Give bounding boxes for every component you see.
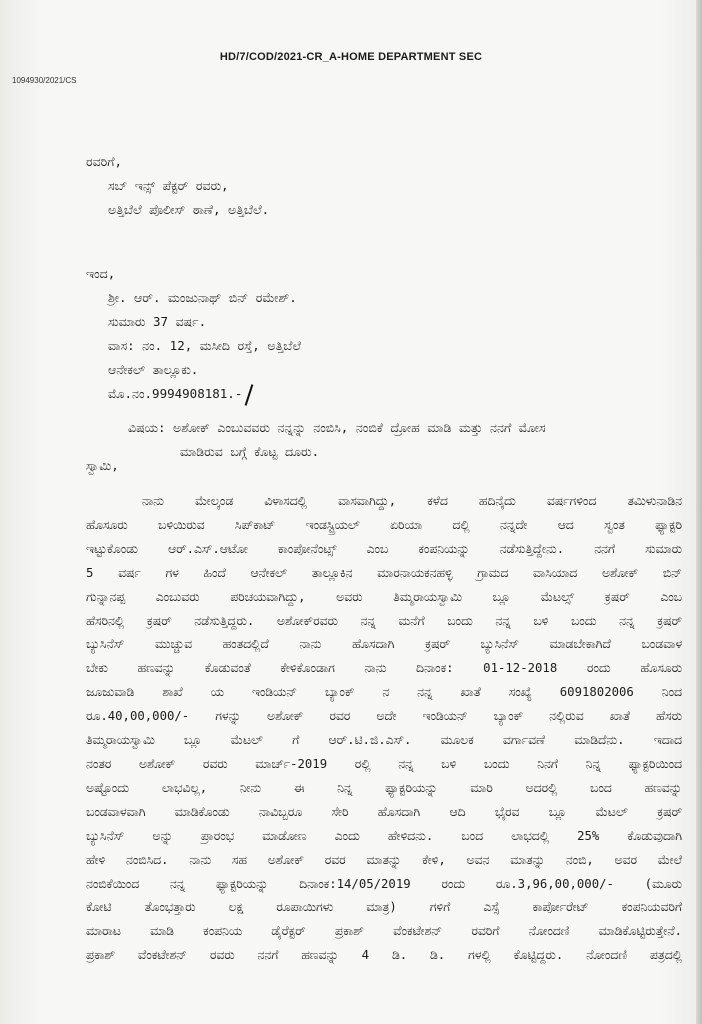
letter-body (86, 490, 682, 968)
pen-mark (245, 384, 254, 406)
recipient-block (86, 150, 269, 222)
sender-line: ಇಂದ, (86, 266, 116, 281)
body-line: ಜೂಜುವಾಡಿ ಶಾಖೆ ಯ ಇಂಡಿಯನ್ ಬ್ಯಾಂಕ್ ನ ನನ್ನ ಖಾತೆ ಸಂಖ್ಯೆ 6091802006 ನಿಂದ (86, 685, 682, 700)
recipient-line: ಸಬ್ ಇನ್ಸ್ ಪೆಕ್ಟರ್ ರವರು, (108, 178, 229, 193)
body-line: ಅಷ್ಟೊಂದು ಲಾಭವಿಲ್ಲ, ನೀನು ಈ ನಿನ್ನ ಫ್ಯಾಕ್ಟರಿಯನ್ನು ಮಾರಿ ಅದರಲ್ಲಿ ಬಂದ ಹಣವನ್ನು (86, 780, 682, 795)
sender-line: ಸುಮಾರು 37 ವರ್ಷ. (108, 314, 207, 329)
body-line: 5 ವರ್ಷ ಗಳ ಹಿಂದೆ ಆನೇಕಲ್ ತಾಲ್ಲೂಕಿನ ಮಾರನಾಯಕನಹಳ್ಳಿ ಗ್ರಾಮದ ವಾಸಿಯಾದ ಅಶೋಕ್ ಬಿನ್ (86, 565, 682, 580)
body-line: ರೂ.40,00,000/- ಗಳನ್ನು ಅಶೋಕ್ ರವರ ಅದೇ ಇಂಡಿಯನ್ ಬ್ಯಾಂಕ್ ನಲ್ಲಿರುವ ಖಾತೆ ಹೆಸರು (86, 709, 682, 724)
body-line: ಬ್ಯುಸಿನೆಸ್ ಅನ್ನು ಪ್ರಾರಂಭ ಮಾಡೋಣ ಎಂದು ಹೇಳಿದನು. ಬಂದ ಲಾಭದಲ್ಲಿ 25% ಕೊಡುವುದಾಗಿ (86, 828, 682, 843)
body-line: ಬ್ಯುಸಿನೆಸ್ ಮುಚ್ಚುವ ಹಂತದಲ್ಲಿದೆ ನಾನು ಹೊಸದಾಗಿ ಕ್ರಷರ್ ಬ್ಯುಸಿನೆಸ್ ಮಾಡಬೇಕಾಗಿದೆ ಬಂಡವಾಳ (86, 637, 682, 652)
body-line: ಮಾರಾಟ ಮಾಡಿ ಕಂಪನಿಯ ಡೈರೆಕ್ಟರ್ ಪ್ರಕಾಶ್ ವೆಂಕಟೇಶನ್ ರವರಿಗೆ ನೋಂದಣಿ ಮಾಡಿಕೊಟ್ಟಿರುತ್ತೇನೆ. (86, 924, 682, 939)
body-line: ಗುನ್ನಾನಪ್ಪ ಎಂಬುವರು ಪರಿಚಯವಾಗಿದ್ದು, ಅವರು ತಿಮ್ಮರಾಯಸ್ವಾಮಿ ಬ್ಲೂ ಮೆಟಲ್ಸ್ ಕ್ರಷರ್ ಎಂಬ (86, 589, 682, 604)
sender-phone-line (86, 382, 301, 406)
body-line: ತಿಮ್ಮರಾಯಸ್ವಾಮಿ ಬ್ಲೂ ಮೆಟಲ್ ಗೆ ಆರ್.ಟಿ.ಜಿ.ಎಸ್. ಮೂಲಕ ವರ್ಗಾವಣೆ ಮಾಡಿದೆನು. ಇದಾದ (86, 733, 682, 748)
subject-line: ವಿಷಯ: ಅಶೋಕ್ ಎಂಬುವವರು ನನ್ನನ್ನು ನಂಬಿಸಿ, ನಂಬಿಕೆ ದ್ರೋಹ ಮಾಡಿ ಮತ್ತು ನನಗೆ ಮೋಸ (128, 420, 546, 435)
salutation: ಸ್ವಾಮಿ, (86, 458, 119, 473)
body-line: ನಾನು ಮೇಲ್ಕಂಡ ವಿಳಾಸದಲ್ಲಿ ವಾಸವಾಗಿದ್ದು, ಕಳೆದ ಹದಿನೈದು ವರ್ಷಗಳಿಂದ ತಮಿಳುನಾಡಿನ (142, 494, 682, 508)
body-line: ನಂತರ ಅಶೋಕ್ ರವರು ಮಾರ್ಚ್-2019 ರಲ್ಲಿ ನನ್ನ ಬಳಿ ಬಂದು ನಿನಗೆ ನಿನ್ನ ಫ್ಯಾಕ್ಟರಿಯಿಂದ (86, 756, 682, 771)
body-line: ಹೇಳಿ ನಂಬಿಸಿದ. ನಾನು ಸಹ ಅಶೋಕ್ ರವರ ಮಾತನ್ನು ಕೇಳಿ, ಅವನ ಮಾತನ್ನು ನಂಬಿ, ಅವರ ಮೇಲೆ (86, 852, 682, 867)
body-line: ಹೊಸೂರು ಬಳಿಯಿರುವ ಸಿಪ್‌ಕಾಟ್ ಇಂಡಸ್ಟ್ರಿಯಲ್ ಏರಿಯಾ ದಲ್ಲಿ ನನ್ನದೇ ಆದ ಸ್ವಂತ ಫ್ಯಾಕ್ಟರಿ (86, 517, 682, 532)
body-line: ಹೆಸರಿನಲ್ಲಿ ಕ್ರಷರ್ ನಡೆಸುತ್ತಿದ್ದರು. ಅಶೋಕ್‌ರವರು ನನ್ನ ಮನೆಗೆ ಬಂದು ನನ್ನ ಬಳಿ ಬಂದು ನನ್ನ ಕ್ರಷರ್ (86, 613, 682, 628)
recipient-line: ಅತ್ತಿಬೆಲೆ ಪೊಲೀಸ್ ಠಾಣೆ, ಅತ್ತಿಬೆಲೆ. (108, 202, 270, 217)
sender-line: ಶ್ರೀ. ಆರ್. ಮಂಜುನಾಥ್ ಬಿನ್ ರಮೇಶ್. (108, 290, 297, 305)
subject-line: ಮಾಡಿರುವ ಬಗ್ಗೆ ಕೊಟ್ಟ ದೂರು. (180, 444, 320, 459)
body-line: ಇಟ್ಟುಕೊಂಡು ಆರ್.ಎಸ್.ಆಟೋ ಕಾಂಪೋನೆಂಟ್ಸ್ ಎಂಬ ಕಂಪನಿಯನ್ನು ನಡೆಸುತ್ತಿದ್ದೇನು. ನನಗೆ ಸುಮಾರು (86, 541, 682, 556)
sender-line: ವಾಸ: ನಂ. 12, ಮಸೀದಿ ರಸ್ತೆ, ಅತ್ತಿಬೆಲೆ (108, 338, 301, 353)
body-line: ಕೋಟಿ ತೊಂಭತ್ತಾರು ಲಕ್ಷ ರೂಪಾಯಿಗಳು ಮಾತ್ರ) ಗಳಿಗೆ ಎಸ್ಸೆ ಕಾರ್ಪೋರೇಟ್ ಕಂಪನಿಯವರಿಗೆ (86, 900, 682, 915)
body-line: ಪ್ರಕಾಶ್ ವೆಂಕಟೇಶನ್ ರವರು ನನಗೆ ಹಣವನ್ನು 4 ಡಿ. ಡಿ. ಗಳಲ್ಲಿ ಕೊಟ್ಟಿದ್ದರು. ನೋಂದಣಿ ಪತ್ರದಲ್ಲಿ (86, 948, 682, 963)
reference-number: 1094930/2021/CS (12, 76, 77, 85)
body-line: ನಂಬಿಕೆಯಿಂದ ನನ್ನ ಫ್ಯಾಕ್ಟರಿಯನ್ನು ದಿನಾಂಕ:14/05/2019 ರಂದು ರೂ.3,96,00,000/- (ಮೂರು (86, 876, 682, 891)
body-line: ಬೇಕು ಹಣವನ್ನು ಕೊಡುವಂತೆ ಕೇಳಿಕೊಂಡಾಗ ನಾನು ದಿನಾಂಕ: 01-12-2018 ರಂದು ಹೊಸೂರು (86, 661, 682, 676)
document-header: HD/7/COD/2021-CR_A-HOME DEPARTMENT SEC (219, 51, 483, 63)
page-edge-shadow (696, 0, 702, 1024)
sender-line: ಆನೇಕಲ್ ತಾಲ್ಲೂಕು. (108, 362, 199, 377)
body-line: ಬಂಡವಾಳವಾಗಿ ಮಾಡಿಕೊಂಡು ನಾವಿಬ್ಬರೂ ಸೇರಿ ಹೊಸದಾಗಿ ಆದಿ ಭೈರವ ಬ್ಲೂ ಮೆಟಲ್ ಕ್ರಷರ್ (86, 804, 682, 819)
sender-block (86, 262, 301, 406)
sender-phone: ಮೊ.ನಂ.9994908181.- (108, 386, 243, 401)
subject-block (128, 416, 668, 464)
recipient-line: ರವರಿಗೆ, (86, 154, 123, 169)
